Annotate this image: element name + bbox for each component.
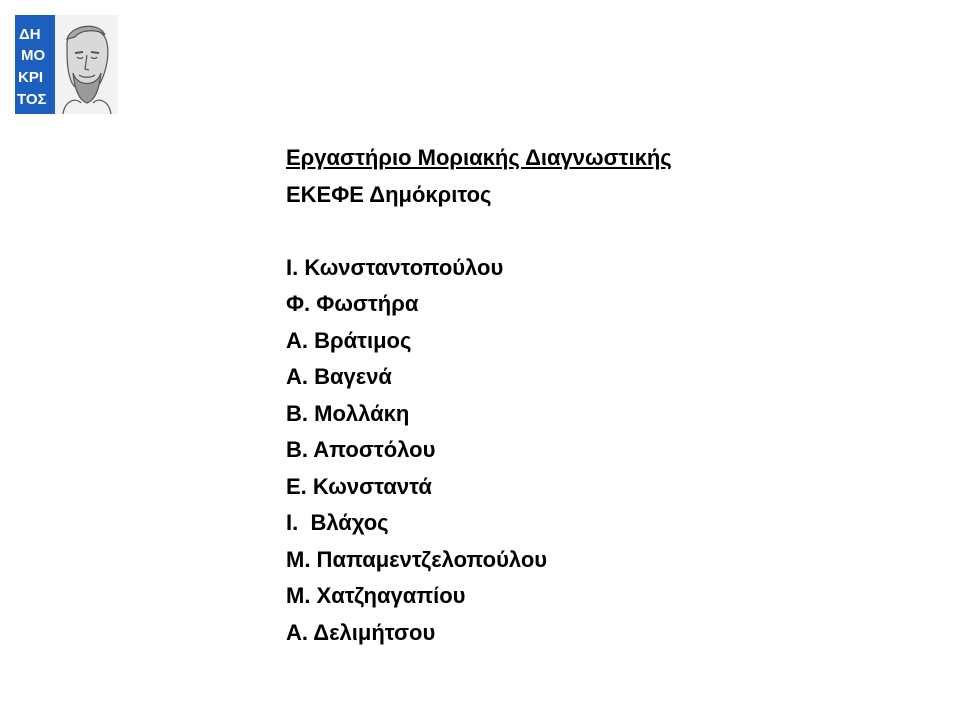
- blank-line: [286, 213, 906, 250]
- logo-letters-3: ΚΡΙ: [18, 69, 44, 86]
- list-item: Α. Βράτιμος: [286, 327, 412, 353]
- list-item: Φ. Φωστήρα: [286, 291, 419, 316]
- list-item: Μ. Χατζηαγαπίου: [286, 583, 466, 608]
- list-item: Ε. Κωνσταντά: [286, 473, 432, 499]
- slide-content: [286, 140, 906, 651]
- list-item: Β. Αποστόλου: [286, 437, 436, 462]
- institute-name: ΕΚΕΦΕ Δημόκριτος: [286, 181, 492, 207]
- logo-letters-2: ΜΟ: [21, 47, 46, 64]
- list-item: Μ. Παπαμεντζελοπούλου: [286, 546, 548, 572]
- list-item: Ι. Βλάχος: [286, 510, 389, 535]
- lab-name-heading: Εργαστήριο Μοριακής Διαγνωστικής: [286, 145, 672, 170]
- list-item: Α. Βαγενά: [286, 364, 392, 389]
- logo-letters-4: ΤΟΣ: [17, 91, 47, 108]
- list-item: Α. Δελιμήτσου: [286, 619, 436, 645]
- demokritos-logo-graphic: [15, 15, 118, 114]
- logo-letters-1: ΔΗ: [19, 26, 41, 43]
- member-list: [286, 250, 906, 652]
- list-item: Β. Μολλάκη: [286, 400, 410, 426]
- demokritos-logo: [15, 15, 118, 114]
- list-item: Ι. Κωνσταντοπούλου: [286, 254, 504, 280]
